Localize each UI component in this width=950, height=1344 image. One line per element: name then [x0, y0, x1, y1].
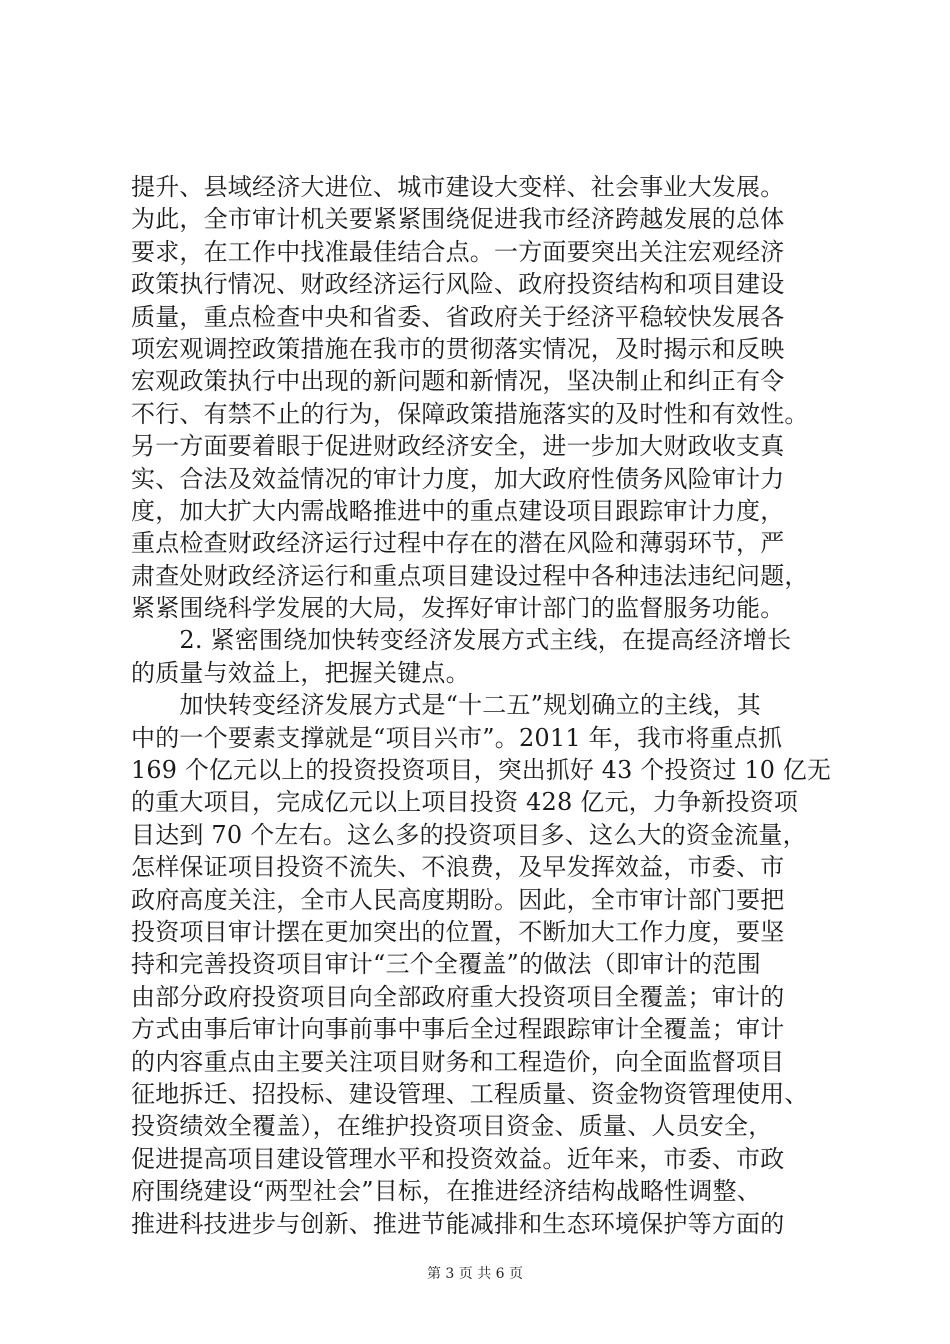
text-line: 政策执行情况、财政经济运行风险、政府投资结构和项目建设: [131, 270, 785, 299]
text-line: 方式由事后审计向事前事中事后全过程跟踪审计全覆盖；审计: [131, 1015, 785, 1044]
text-line: 投资项目审计摆在更加突出的位置，不断加大工作力度，要坚: [131, 917, 785, 946]
page-number-label: 第 3 页 共 6 页: [426, 1266, 524, 1282]
text-line: 促进提高项目建设管理水平和投资效益。近年来，市委、市政: [131, 1144, 785, 1173]
text-line: 推进科技进步与创新、推进节能减排和生态环境保护等方面的: [131, 1209, 785, 1238]
text-line: 加快转变经济发展方式是“十二五”规划确立的主线，其: [131, 691, 761, 720]
text-line: 府围绕建设“两型社会”目标，在推进经济结构战略性调整、: [131, 1177, 761, 1206]
text-line: 169 个亿元以上的投资投资项目，突出抓好 43 个投资过 10 亿无: [131, 756, 832, 785]
body-text: [131, 171, 831, 1240]
text-line: 另一方面要着眼于促进财政经济安全，进一步加大财政收支真: [131, 432, 785, 461]
text-line: 的内容重点由主要关注项目财务和工程造价，向全面监督项目: [131, 1047, 785, 1076]
text-line: 政府高度关注，全市人民高度期盼。因此，全市审计部门要把: [131, 885, 785, 914]
section-heading-line: 2. 紧密围绕加快转变经济发展方式主线，在提高经济增长: [131, 626, 792, 655]
text-line: 项宏观调控政策措施在我市的贯彻落实情况，及时揭示和反映: [131, 334, 785, 363]
text-line: 紧紧围绕科学发展的大局，发挥好审计部门的监督服务功能。: [131, 594, 785, 623]
text-line: 度，加大扩大内需战略推进中的重点建设项目跟踪审计力度，: [131, 496, 785, 525]
text-line: 中的一个要素支撑就是“项目兴市”。2011 年，我市将重点抓: [131, 723, 783, 752]
page-footer: [0, 1263, 950, 1283]
text-line: 为此，全市审计机关要紧紧围绕促进我市经济跨越发展的总体: [131, 205, 785, 234]
text-line: 要求，在工作中找准最佳结合点。一方面要突出关注宏观经济: [131, 237, 785, 266]
text-line: 实、合法及效益情况的审计力度，加大政府性债务风险审计力: [131, 464, 785, 493]
text-line: 怎样保证项目投资不流失、不浪费，及早发挥效益，市委、市: [131, 853, 785, 882]
text-line: 肃查处财政经济运行和重点项目建设过程中各种违法违纪问题，: [131, 561, 809, 590]
text-line: 由部分政府投资项目向全部政府重大投资项目全覆盖；审计的: [131, 982, 785, 1011]
text-line: 重点检查财政经济运行过程中存在的潜在风险和薄弱环节，严: [131, 529, 785, 558]
text-line: 投资绩效全覆盖），在维护投资项目资金、质量、人员安全，: [131, 1112, 773, 1141]
text-line: 不行、有禁不止的行为，保障政策措施落实的及时性和有效性。: [131, 399, 809, 428]
text-line: 持和完善投资项目审计“三个全覆盖”的做法（即审计的范围: [131, 950, 761, 979]
text-line: 目达到 70 个左右。这么多的投资项目多、这么大的资金流量，: [131, 820, 807, 849]
text-line: 的重大项目，完成亿元以上项目投资 428 亿元，力争新投资项: [131, 788, 799, 817]
text-line: 提升、县域经济大进位、城市建设大变样、社会事业大发展。: [131, 173, 785, 201]
text-line: 征地拆迁、招投标、建设管理、工程质量、资金物资管理使用、: [131, 1079, 809, 1108]
text-line: 质量，重点检查中央和省委、省政府关于经济平稳较快发展各: [131, 302, 785, 331]
section-heading-line: 的质量与效益上，把握关键点。: [131, 658, 470, 687]
text-line: 宏观政策执行中出现的新问题和新情况，坚决制止和纠正有令: [131, 367, 785, 396]
